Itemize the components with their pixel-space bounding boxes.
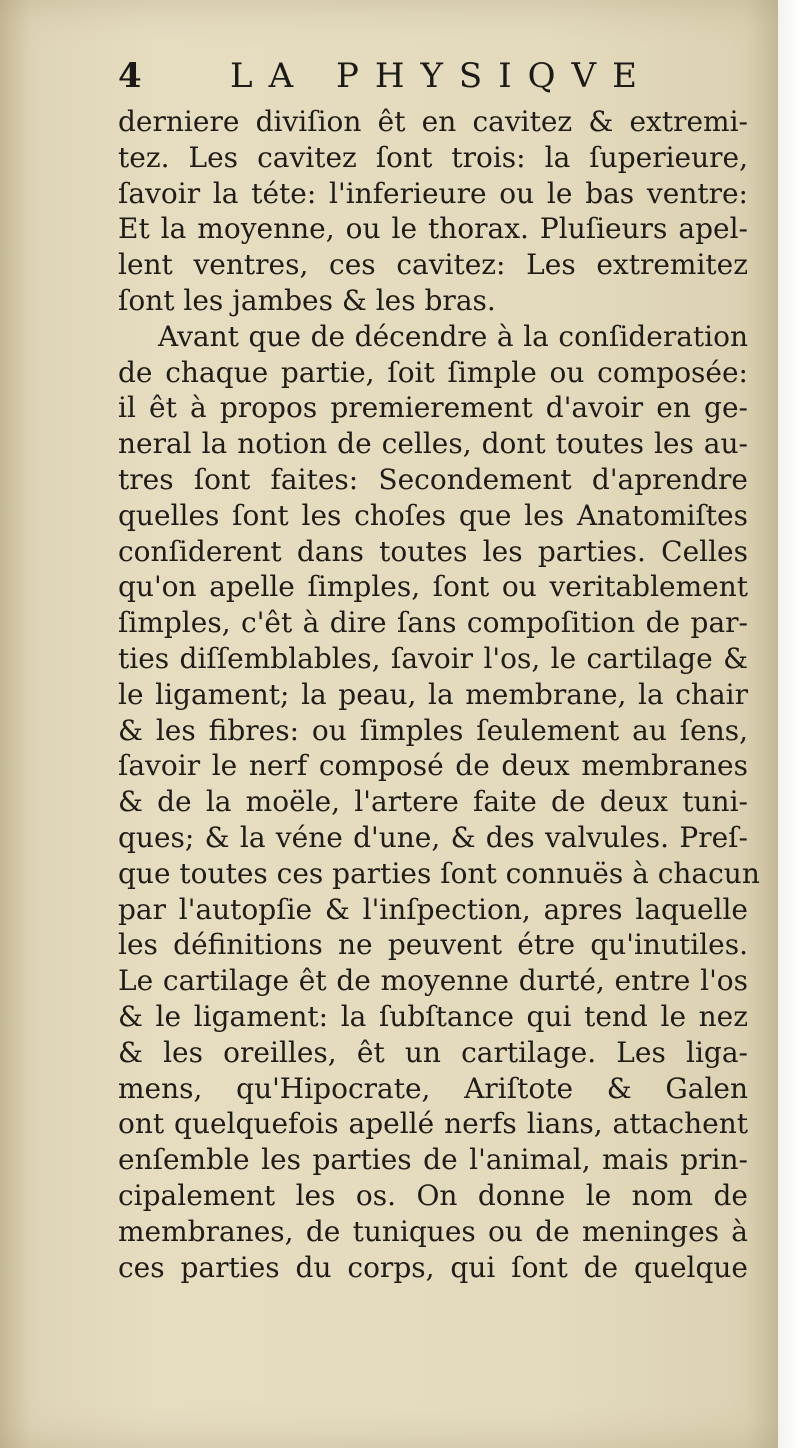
text-line: que toutes ces parties ſont connuës à chacun <box>118 856 760 890</box>
text-line: par l'autopſie & l'inſpection, apres laquelle <box>118 892 748 926</box>
text-line: enſemble les parties de l'animal, mais prin- <box>118 1143 748 1177</box>
text-line: le ligament; la peau, la membrane, la chair <box>118 677 748 711</box>
text-line: de chaque partie, ſoit ſimple ou composée: <box>118 355 748 389</box>
text-line: tres ſont faites: Secondement d'aprendre <box>118 462 748 496</box>
text-line: mens, qu'Hipocrate, Ariſtote & Galen <box>118 1071 748 1105</box>
text-line: ont quelquefois apellé nerfs lians, attachent <box>118 1107 748 1141</box>
text-line: conſiderent dans toutes les parties. Celles <box>118 534 748 568</box>
text-line: lent ventres, ces cavitez: Les extremitez <box>118 248 748 282</box>
text-line: & de la moële, l'artere faite de deux tuni- <box>118 785 748 819</box>
text-line: ques; & la véne d'une, & des valvules. Preſ- <box>118 820 748 854</box>
text-line: ſavoir le nerf composé de deux membranes <box>118 749 748 783</box>
text-line: derniere diviſion êt en cavitez & extremi- <box>118 105 748 138</box>
text-line: Avant que de décendre à la conſideration <box>158 319 748 353</box>
text-line: ties diſſemblables, ſavoir l'os, le cartilage & <box>118 641 748 675</box>
text-line: & les oreilles, êt un cartilage. Les liga- <box>118 1035 748 1069</box>
text-line: les définitions ne peuvent étre qu'inutiles. <box>118 928 748 962</box>
text-line: tez. Les cavitez ſont trois: la ſuperieure, <box>118 140 748 174</box>
text-line: quelles ſont les choſes que les Anatomiſtes <box>118 498 748 532</box>
text-line: neral la notion de celles, dont toutes les au- <box>118 427 748 461</box>
text-line: membranes, de tuniques ou de meninges à <box>118 1214 748 1248</box>
page-header <box>118 56 738 106</box>
text-line: qu'on apelle ſimples, ſont ou veritablement <box>118 570 748 604</box>
text-line: & le ligament: la ſubſtance qui tend le nez <box>118 999 748 1033</box>
text-line: ſont les jambes & les bras. <box>118 283 496 317</box>
body-text <box>118 104 760 1285</box>
text-line: il êt à propos premierement d'avoir en ge- <box>118 391 748 425</box>
text-line: cipalement les os. On donne le nom de <box>118 1178 748 1212</box>
page-number: 4 <box>118 56 142 96</box>
running-title: LA PHYSIQVE <box>230 56 653 96</box>
text-line: ſavoir la téte: l'inferieure ou le bas ventre: <box>118 176 748 210</box>
text-line: Le cartilage êt de moyenne durté, entre l'os <box>118 964 748 998</box>
text-line: ſimples, c'êt à dire ſans compoſition de par- <box>118 606 748 640</box>
page-edge <box>778 0 800 1448</box>
text-line: ces parties du corps, qui ſont de quelque <box>118 1250 748 1284</box>
text-line: Et la moyenne, ou le thorax. Pluſieurs apel- <box>118 212 748 246</box>
text-line: & les fibres: ou ſimples ſeulement au ſens, <box>118 713 748 747</box>
